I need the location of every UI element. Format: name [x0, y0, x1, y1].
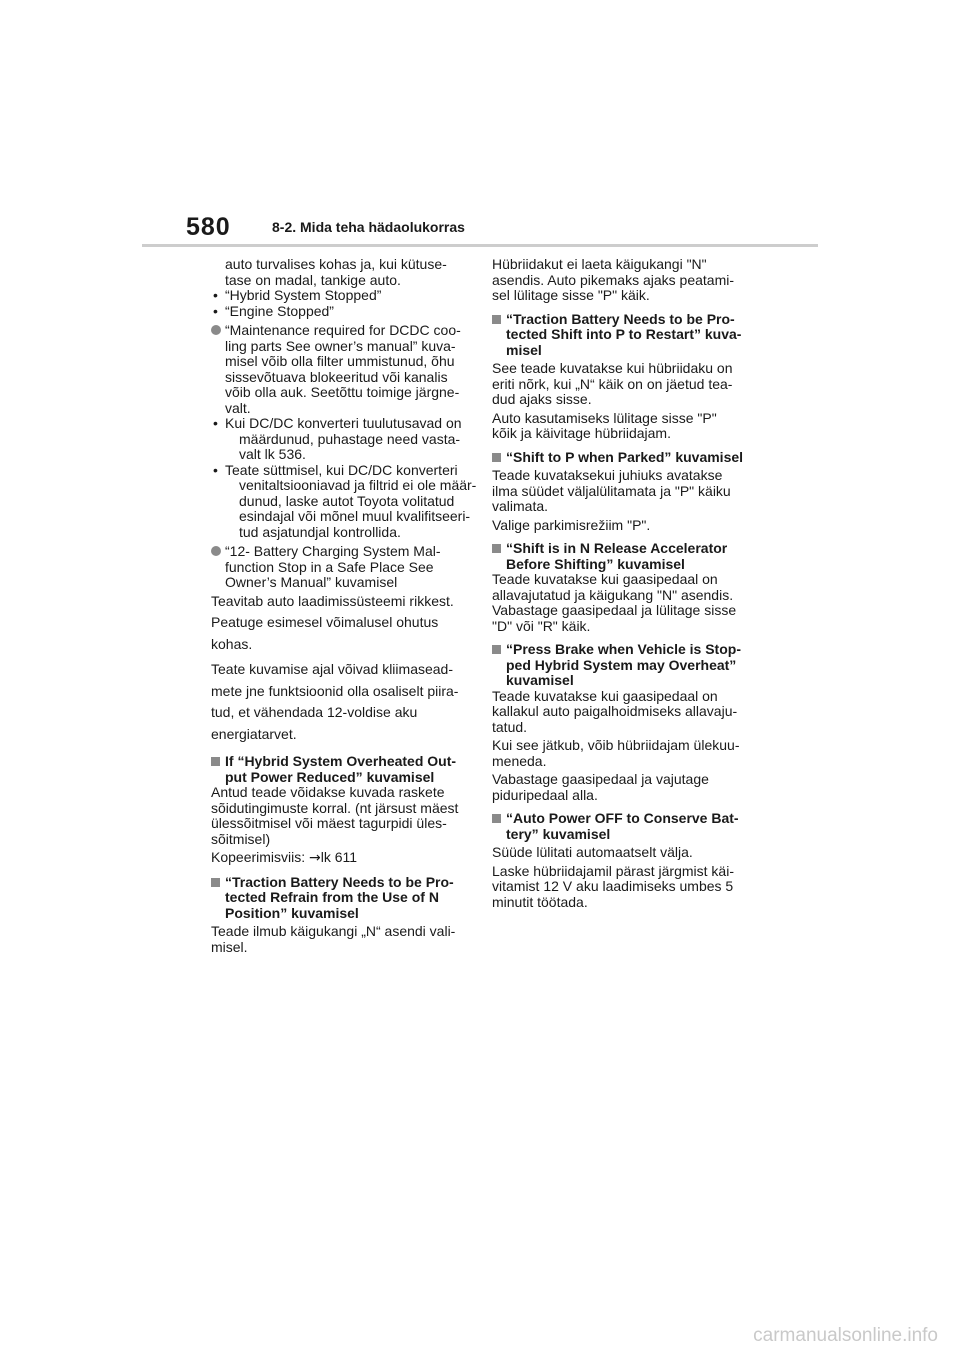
square-bullet-icon — [211, 757, 220, 766]
bullet-icon: • — [213, 287, 218, 303]
heading-press-brake: “Press Brake when Vehicle is Stop- ped Hybrid System may Overheat” kuvamisel — [492, 642, 754, 689]
paragraph: Teate kuvamise ajal võivad kliimasead- mete jne funktsioonid olla osaliselt piira- tud, et vähendada 12-voldise aku energiatarvet. — [211, 661, 459, 742]
paragraph: Süüde lülitati automaatselt välja. — [492, 844, 693, 860]
square-bullet-icon — [492, 453, 501, 462]
bullet-icon: • — [213, 461, 218, 478]
square-bullet-icon — [211, 878, 220, 887]
heading-release-accelerator: “Shift is in N Release Accelerator Before Shifting” kuvamisel — [492, 541, 754, 572]
watermark: carmanualsonline.info — [753, 1325, 938, 1346]
heading-shift-into-p: “Traction Battery Needs to be Pro- tected Shift into P to Restart” kuva- misel — [492, 312, 754, 359]
paragraph: Antud teade võidakse kuvada raskete sõidutingimuste korral. (nt järsust mäest ülessõitmisel või mäest tagurpidi üles- sõitmisel) — [211, 784, 459, 847]
list-item: • Teate süttmisel, kui DC/DC konverteri venitaltsiooniavad ja filtrid ei ole määr- dunud, laske autot Toyota volitatud esindajal või mõnel muul kvalifitseeri- tud asjatundjal kontrollida. — [213, 461, 477, 540]
header-divider — [142, 244, 818, 247]
square-bullet-icon — [492, 645, 501, 654]
circle-bullet-icon — [211, 546, 221, 556]
list-item: • Kui DC/DC konverteri tuulutusavad on määrdunud, puhastage need vasta- valt lk 536. — [213, 415, 462, 462]
heading-shift-to-p: “Shift to P when Parked” kuvamisel — [492, 450, 754, 466]
square-bullet-icon — [492, 814, 501, 823]
page-reference-link[interactable]: lk 611 — [320, 849, 358, 865]
square-bullet-icon — [492, 544, 501, 553]
heading-overheated: If “Hybrid System Overheated Out- put Power Reduced” kuvamisel — [211, 754, 469, 785]
paragraph: Teade kuvatakse kui gaasipedaal on allavajutatud ja käigukang "N" asendis. Vabastage gaasipedaal ja lülitage sisse "D" või "R" käik. — [492, 571, 737, 634]
section-title: 8-2. Mida teha hädaolukorras — [272, 219, 465, 235]
square-bullet-icon — [492, 315, 501, 324]
list-item: • “Hybrid System Stopped” — [213, 287, 382, 303]
copy-method-line: Kopeerimisviis: →lk 611 — [211, 849, 358, 866]
paragraph: Vabastage gaasipedaal ja vajutage piduripedaal alla. — [492, 771, 709, 803]
bullet-icon: • — [213, 415, 218, 431]
bullet-icon: • — [213, 302, 218, 319]
page-number: 580 — [186, 213, 231, 241]
list-item: • “Engine Stopped” — [213, 302, 334, 319]
paragraph: Teade kuvatakse kui gaasipedaal on kallakul auto paigalhoidmiseks allavaju- tatud. — [492, 687, 738, 735]
arrow-right-icon: → — [309, 850, 321, 866]
paragraph: Teade kuvataksekui juhiuks avatakse ilma süüdet väljalülitamata ja "P" käiku valimata. — [492, 467, 731, 514]
circle-item-maintenance: “Maintenance required for DCDC coo- ling parts See owner’s manual” kuva- misel võib olla filter ummistunud, õhu sissevõtuava blokeeritud või kanalis võib olla auk. Seetõttu toimige järgne- valt. — [211, 323, 469, 416]
paragraph: Hübriidakut ei laeta käigukangi "N" asendis. Auto pikemaks ajaks peatami- sel lülitage sisse "P" käik. — [492, 256, 735, 303]
heading-refrain-n: “Traction Battery Needs to be Pro- tected Refrain from the Use of N Position” kuvamisel — [211, 875, 469, 922]
right-column — [492, 257, 754, 910]
heading-auto-power-off: “Auto Power OFF to Conserve Bat- tery” kuvamisel — [492, 811, 754, 842]
paragraph: Kui see jätkub, võib hübriidajam ülekuu- meneda. — [492, 737, 740, 769]
intro-text: auto turvalises kohas ja, kui kütuse- tase on madal, tankige auto. — [225, 256, 447, 288]
paragraph: Auto kasutamiseks lülitage sisse "P" kõik ja käivitage hübriidajam. — [492, 409, 717, 441]
paragraph: See teade kuvatakse kui hübriidaku on eriti nõrk, kui „N“ käik on on jäetud tea- dud ajaks sisse. — [492, 360, 733, 407]
left-column — [211, 256, 477, 955]
circle-bullet-icon — [211, 325, 221, 335]
paragraph: Teade ilmub käigukangi „N“ asendi vali- misel. — [211, 923, 456, 955]
paragraph: Teavitab auto laadimissüsteemi rikkest. Peatuge esimesel võimalusel ohutus kohas. — [211, 592, 454, 652]
circle-item-battery: “12- Battery Charging System Mal- function Stop in a Safe Place See Owner’s Manual” kuvamisel — [211, 544, 469, 591]
paragraph: Laske hübriidajamil pärast järgmist käi- vitamist 12 V aku laadimiseks umbes 5 minutit töötada. — [492, 862, 734, 910]
paragraph: Valige parkimisrežiim "P". — [492, 516, 651, 533]
